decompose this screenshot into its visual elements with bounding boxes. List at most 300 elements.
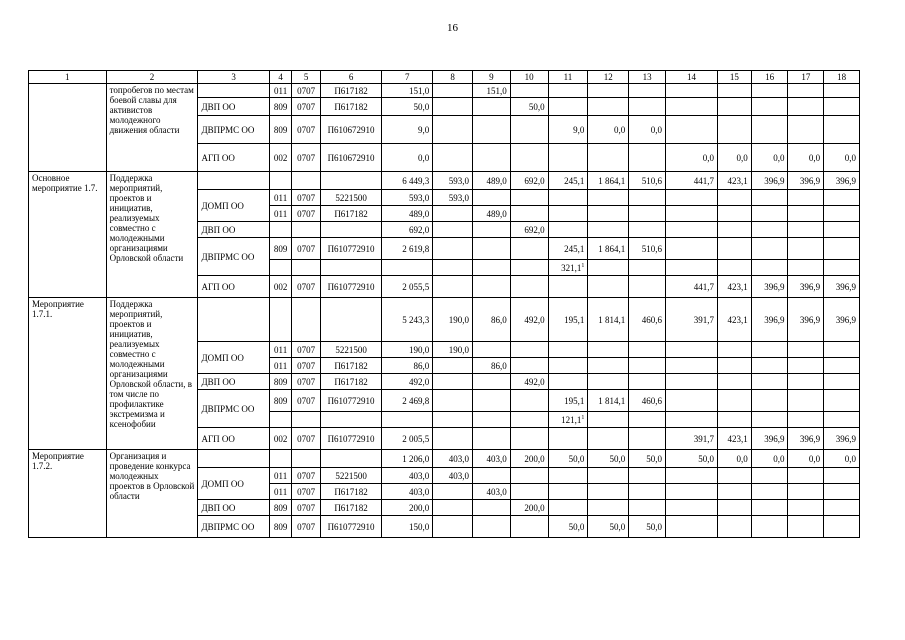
value-cell: [629, 358, 666, 374]
value-cell: 460,6: [629, 390, 666, 412]
total-value-cell: 391,7: [665, 298, 717, 342]
code-cell: 809: [269, 238, 291, 260]
value-cell: 403,0: [382, 484, 433, 500]
value-cell: [788, 342, 824, 358]
value-cell: [433, 222, 473, 238]
executor-cell: ДВП ОО: [198, 98, 269, 116]
value-cell: 692,0: [382, 222, 433, 238]
value-cell: [548, 374, 588, 390]
value-cell: [629, 374, 666, 390]
value-cell: [510, 390, 548, 412]
total-value-cell: 396,9: [751, 298, 788, 342]
total-value-cell: 200,0: [510, 450, 548, 468]
value-cell: [433, 428, 473, 450]
value-cell: [718, 238, 752, 260]
value-cell: [824, 98, 860, 116]
value-cell: 150,0: [382, 516, 433, 538]
value-cell: [473, 276, 511, 298]
value-cell: [433, 374, 473, 390]
code-cell: 5221500: [320, 468, 381, 484]
measure-name-cell: [29, 84, 107, 172]
value-cell: [382, 412, 433, 428]
column-header: 2: [106, 71, 198, 84]
total-value-cell: 190,0: [433, 298, 473, 342]
value-cell: [718, 468, 752, 484]
value-cell: [788, 358, 824, 374]
code-cell: [320, 412, 381, 428]
executor-cell: ДВПРМС ОО: [198, 390, 269, 428]
value-cell: [751, 206, 788, 222]
value-cell: [824, 260, 860, 276]
value-cell: [824, 412, 860, 428]
value-cell: [510, 276, 548, 298]
code-cell: 011: [269, 342, 291, 358]
value-cell: [718, 116, 752, 144]
value-cell: [548, 276, 588, 298]
value-cell: [433, 516, 473, 538]
total-value-cell: 0,0: [718, 450, 752, 468]
value-cell: [433, 412, 473, 428]
value-cell: [824, 190, 860, 206]
code-cell: 809: [269, 390, 291, 412]
value-cell: 0,0: [788, 144, 824, 172]
code-cell: 0707: [292, 98, 321, 116]
value-cell: [718, 484, 752, 500]
value-cell: [788, 390, 824, 412]
value-cell: [751, 238, 788, 260]
measure-desc-cell: топробегов по местам боевой славы для активистов молодежного движения области: [106, 84, 198, 172]
value-cell: [824, 358, 860, 374]
total-value-cell: 1 814,1: [588, 298, 629, 342]
column-header: 6: [320, 71, 381, 84]
value-cell: [718, 500, 752, 516]
total-value-cell: 396,9: [824, 172, 860, 190]
executor-cell: [198, 450, 269, 468]
code-cell: 0707: [292, 358, 321, 374]
value-cell: 1 814,1: [588, 390, 629, 412]
value-cell: [510, 516, 548, 538]
value-cell: 86,0: [382, 358, 433, 374]
value-cell: [751, 98, 788, 116]
value-cell: 0,0: [588, 116, 629, 144]
total-value-cell: 423,1: [718, 298, 752, 342]
code-cell: [269, 298, 291, 342]
column-header: 1: [29, 71, 107, 84]
value-cell: [548, 84, 588, 98]
value-cell: [548, 428, 588, 450]
value-cell: [588, 358, 629, 374]
value-cell: 245,1: [548, 238, 588, 260]
value-cell: [433, 116, 473, 144]
value-cell: [824, 516, 860, 538]
code-cell: 0707: [292, 84, 321, 98]
value-cell: [665, 516, 717, 538]
value-cell: [751, 468, 788, 484]
total-value-cell: 396,9: [824, 298, 860, 342]
value-cell: [510, 84, 548, 98]
total-value-cell: 441,7: [665, 172, 717, 190]
value-cell: [751, 516, 788, 538]
value-cell: [824, 222, 860, 238]
value-cell: [473, 238, 511, 260]
value-cell: [665, 222, 717, 238]
total-value-cell: 396,9: [788, 298, 824, 342]
value-cell: 403,0: [382, 468, 433, 484]
column-header: 11: [548, 71, 588, 84]
value-cell: 200,0: [382, 500, 433, 516]
value-cell: [588, 222, 629, 238]
value-cell: [473, 98, 511, 116]
code-cell: [320, 450, 381, 468]
value-cell: 0,0: [751, 144, 788, 172]
value-cell: 0,0: [382, 144, 433, 172]
value-cell: [718, 358, 752, 374]
value-cell: [788, 222, 824, 238]
column-header: 10: [510, 71, 548, 84]
code-cell: 011: [269, 190, 291, 206]
code-cell: П610672910: [320, 144, 381, 172]
value-cell: 593,0: [433, 190, 473, 206]
value-cell: 2 469,8: [382, 390, 433, 412]
value-cell: [718, 190, 752, 206]
value-cell: [788, 190, 824, 206]
value-cell: [824, 390, 860, 412]
measure-desc-cell: Поддержка мероприятий, проектов и инициатив, реализуемых совместно с молодежными организациями Орловской области: [106, 172, 198, 298]
value-cell: 190,0: [433, 342, 473, 358]
code-cell: [292, 172, 321, 190]
code-cell: 5221500: [320, 342, 381, 358]
code-cell: 809: [269, 374, 291, 390]
value-cell: [629, 428, 666, 450]
value-cell: [473, 222, 511, 238]
column-header: 3: [198, 71, 269, 84]
value-cell: [718, 260, 752, 276]
code-cell: [292, 222, 321, 238]
code-cell: П617182: [320, 98, 381, 116]
value-cell: [433, 84, 473, 98]
value-cell: [788, 260, 824, 276]
measure-desc-cell: Организация и проведение конкурса молодежных проектов в Орловской области: [106, 450, 198, 538]
code-cell: П610772910: [320, 276, 381, 298]
value-cell: [433, 390, 473, 412]
code-cell: [269, 450, 291, 468]
value-cell: [629, 260, 666, 276]
value-cell: [788, 98, 824, 116]
value-cell: [824, 484, 860, 500]
value-cell: [629, 468, 666, 484]
value-cell: [788, 412, 824, 428]
value-cell: 121,1$^1$: [548, 412, 588, 428]
code-cell: 809: [269, 116, 291, 144]
code-cell: П617182: [320, 84, 381, 98]
value-cell: [751, 190, 788, 206]
value-cell: [510, 342, 548, 358]
value-cell: [433, 358, 473, 374]
code-cell: П617182: [320, 484, 381, 500]
total-value-cell: 195,1: [548, 298, 588, 342]
column-header: 13: [629, 71, 666, 84]
value-cell: 2 619,8: [382, 238, 433, 260]
value-cell: 396,9: [788, 428, 824, 450]
code-cell: 0707: [292, 500, 321, 516]
value-cell: [751, 116, 788, 144]
total-value-cell: 6 449,3: [382, 172, 433, 190]
value-cell: 50,0: [629, 516, 666, 538]
column-header: 14: [665, 71, 717, 84]
page-number: 16: [447, 22, 458, 34]
value-cell: 9,0: [548, 116, 588, 144]
value-cell: [510, 116, 548, 144]
value-cell: 151,0: [382, 84, 433, 98]
value-cell: [473, 412, 511, 428]
value-cell: 151,0: [473, 84, 511, 98]
value-cell: [629, 276, 666, 298]
value-cell: [473, 342, 511, 358]
value-cell: 2 005,5: [382, 428, 433, 450]
value-cell: 396,9: [788, 276, 824, 298]
value-cell: [788, 468, 824, 484]
value-cell: [824, 374, 860, 390]
code-cell: П617182: [320, 374, 381, 390]
executor-cell: ДОМП ОО: [198, 190, 269, 222]
total-value-cell: 1 206,0: [382, 450, 433, 468]
value-cell: [510, 206, 548, 222]
code-cell: 002: [269, 276, 291, 298]
value-cell: [718, 516, 752, 538]
value-cell: [510, 260, 548, 276]
value-cell: [751, 412, 788, 428]
value-cell: [718, 342, 752, 358]
value-cell: 396,9: [824, 428, 860, 450]
code-cell: [269, 412, 291, 428]
value-cell: [473, 390, 511, 412]
value-cell: [665, 206, 717, 222]
footnote-mark: 1: [581, 414, 585, 421]
value-cell: [473, 374, 511, 390]
value-cell: [718, 84, 752, 98]
value-cell: 200,0: [510, 500, 548, 516]
code-cell: П610672910: [320, 116, 381, 144]
value-cell: [629, 412, 666, 428]
value-cell: [548, 144, 588, 172]
total-value-cell: 1 864,1: [588, 172, 629, 190]
value-cell: [548, 500, 588, 516]
value-cell: 593,0: [382, 190, 433, 206]
value-cell: 0,0: [824, 144, 860, 172]
value-cell: [718, 390, 752, 412]
value-cell: [473, 428, 511, 450]
section-total-row: [29, 450, 860, 468]
total-value-cell: 396,9: [751, 172, 788, 190]
code-cell: 011: [269, 358, 291, 374]
value-cell: [629, 190, 666, 206]
code-cell: 011: [269, 206, 291, 222]
value-cell: [788, 484, 824, 500]
value-cell: [665, 358, 717, 374]
total-value-cell: 0,0: [751, 450, 788, 468]
value-cell: [718, 206, 752, 222]
column-header: 16: [751, 71, 788, 84]
value-cell: [665, 468, 717, 484]
value-cell: [751, 484, 788, 500]
value-cell: 423,1: [718, 428, 752, 450]
code-cell: 002: [269, 144, 291, 172]
value-cell: [588, 260, 629, 276]
value-cell: 0,0: [718, 144, 752, 172]
value-cell: 0,0: [665, 144, 717, 172]
code-cell: 011: [269, 484, 291, 500]
value-cell: [588, 144, 629, 172]
footnote-mark: 1: [581, 262, 585, 269]
value-cell: [665, 374, 717, 390]
value-cell: [751, 358, 788, 374]
value-cell: [548, 98, 588, 116]
column-header: 7: [382, 71, 433, 84]
total-value-cell: 396,9: [788, 172, 824, 190]
value-cell: 492,0: [382, 374, 433, 390]
executor-cell: [198, 84, 269, 98]
value-cell: [510, 190, 548, 206]
code-cell: 002: [269, 428, 291, 450]
code-cell: 0707: [292, 238, 321, 260]
code-cell: П617182: [320, 358, 381, 374]
executor-cell: [198, 298, 269, 342]
value-cell: [629, 98, 666, 116]
code-cell: 0707: [292, 374, 321, 390]
value-cell: [433, 238, 473, 260]
value-cell: [824, 238, 860, 260]
total-value-cell: 492,0: [510, 298, 548, 342]
value-cell: 195,1: [548, 390, 588, 412]
value-cell: [473, 190, 511, 206]
column-header: 17: [788, 71, 824, 84]
value-cell: [588, 412, 629, 428]
value-cell: 489,0: [473, 206, 511, 222]
value-cell: [548, 222, 588, 238]
code-cell: [320, 172, 381, 190]
code-cell: П610772910: [320, 238, 381, 260]
value-cell: [665, 500, 717, 516]
value-cell: [473, 516, 511, 538]
code-cell: 5221500: [320, 190, 381, 206]
code-cell: 0707: [292, 276, 321, 298]
value-cell: [548, 358, 588, 374]
value-cell: [665, 84, 717, 98]
code-cell: П617182: [320, 206, 381, 222]
executor-cell: ДВП ОО: [198, 500, 269, 516]
value-cell: 190,0: [382, 342, 433, 358]
total-value-cell: 0,0: [824, 450, 860, 468]
value-cell: [629, 206, 666, 222]
value-cell: [473, 468, 511, 484]
executor-cell: ДВП ОО: [198, 222, 269, 238]
code-cell: 011: [269, 468, 291, 484]
measure-desc-cell: Поддержка мероприятий, проектов и инициатив, реализуемых совместно с молодежными организациями Орловской области, в том числе по профилактике экстремизма и ксенофобии: [106, 298, 198, 450]
value-cell: 396,9: [751, 276, 788, 298]
value-cell: 492,0: [510, 374, 548, 390]
value-cell: [433, 484, 473, 500]
value-cell: [788, 84, 824, 98]
value-cell: [665, 238, 717, 260]
executor-cell: ДВПРМС ОО: [198, 116, 269, 144]
value-cell: [588, 190, 629, 206]
value-cell: [665, 412, 717, 428]
budget-table: [28, 70, 860, 538]
total-value-cell: 50,0: [629, 450, 666, 468]
code-cell: 0707: [292, 468, 321, 484]
code-cell: [292, 412, 321, 428]
executor-cell: АГП ОО: [198, 428, 269, 450]
value-cell: [824, 468, 860, 484]
value-cell: 510,6: [629, 238, 666, 260]
value-cell: [548, 190, 588, 206]
executor-cell: ДОМП ОО: [198, 342, 269, 374]
code-cell: 0707: [292, 428, 321, 450]
value-cell: [588, 84, 629, 98]
value-cell: [718, 222, 752, 238]
total-value-cell: 423,1: [718, 172, 752, 190]
value-cell: [824, 116, 860, 144]
value-cell: [751, 84, 788, 98]
value-cell: [788, 374, 824, 390]
value-cell: [665, 390, 717, 412]
code-cell: [292, 450, 321, 468]
value-cell: [433, 206, 473, 222]
code-cell: 0707: [292, 516, 321, 538]
value-cell: [588, 98, 629, 116]
total-value-cell: 245,1: [548, 172, 588, 190]
value-cell: [510, 484, 548, 500]
value-cell: [510, 412, 548, 428]
value-cell: [548, 484, 588, 500]
value-cell: [548, 206, 588, 222]
value-cell: [433, 144, 473, 172]
value-cell: [548, 342, 588, 358]
value-cell: 50,0: [588, 516, 629, 538]
value-cell: [588, 276, 629, 298]
total-value-cell: 5 243,3: [382, 298, 433, 342]
total-value-cell: 510,6: [629, 172, 666, 190]
measure-name-cell: Основное мероприятие 1.7.: [29, 172, 107, 298]
column-header: 5: [292, 71, 321, 84]
value-cell: [665, 190, 717, 206]
column-header: 9: [473, 71, 511, 84]
value-cell: [629, 222, 666, 238]
value-cell: [751, 500, 788, 516]
value-cell: [588, 500, 629, 516]
table-header: [29, 71, 860, 84]
executor-cell: ДВПРМС ОО: [198, 516, 269, 538]
code-cell: [320, 260, 381, 276]
value-cell: [718, 412, 752, 428]
value-cell: [510, 238, 548, 260]
executor-cell: ДВП ОО: [198, 374, 269, 390]
executor-cell: ДВПРМС ОО: [198, 238, 269, 276]
value-cell: [665, 260, 717, 276]
value-cell: [629, 484, 666, 500]
value-cell: [665, 98, 717, 116]
value-cell: 396,9: [751, 428, 788, 450]
value-cell: [751, 374, 788, 390]
code-cell: 0707: [292, 190, 321, 206]
value-cell: 50,0: [382, 98, 433, 116]
value-cell: [629, 84, 666, 98]
code-cell: 0707: [292, 116, 321, 144]
value-cell: [588, 374, 629, 390]
code-cell: 0707: [292, 342, 321, 358]
code-cell: П610772910: [320, 390, 381, 412]
value-cell: [751, 390, 788, 412]
